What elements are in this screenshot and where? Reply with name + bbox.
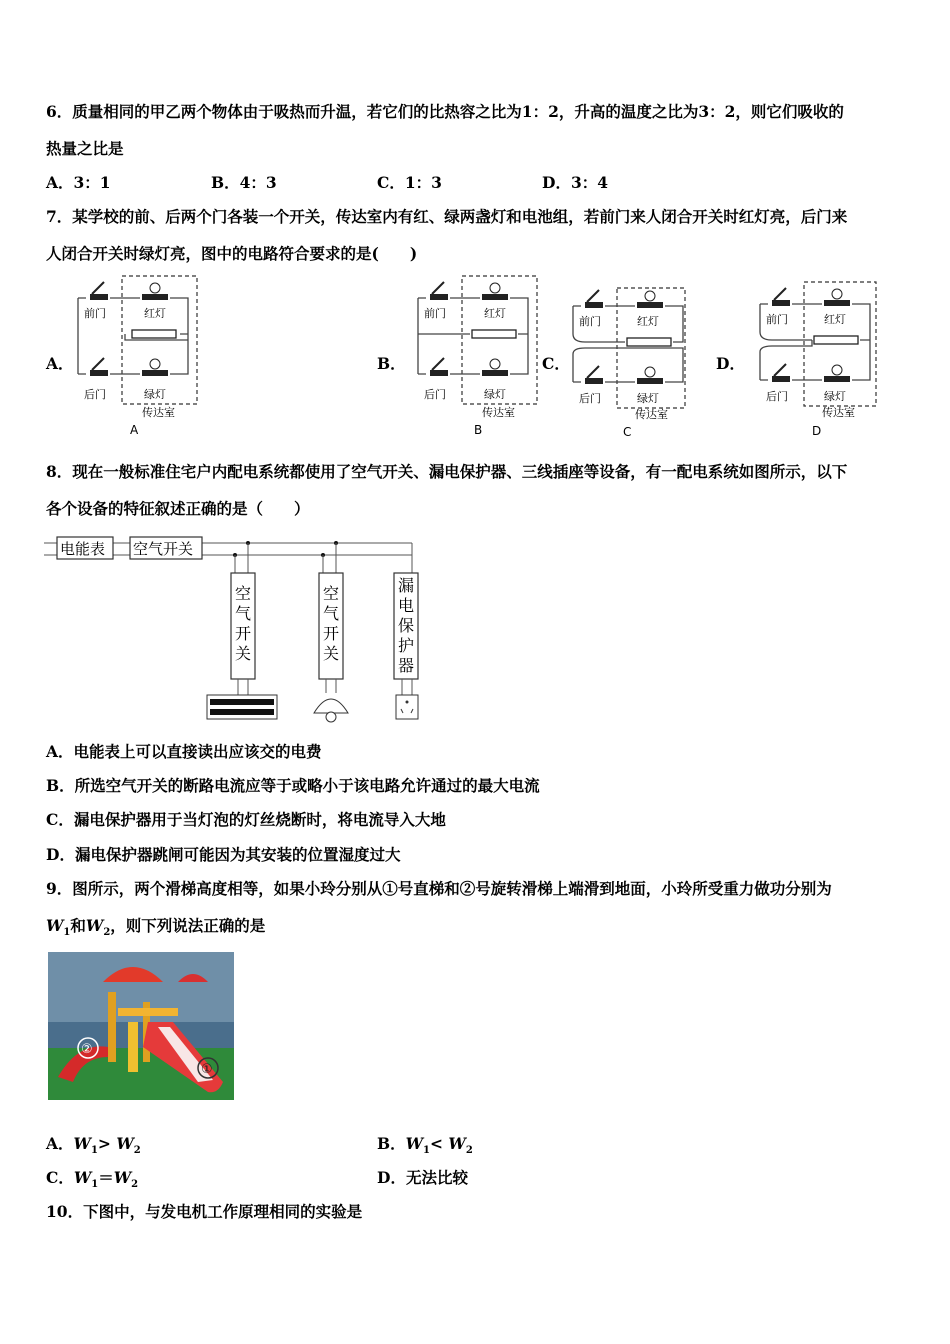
q6-stem-line1: 6．质量相同的甲乙两个物体由于吸热而升温，若它们的比热容之比为1：2，升高的温度之比为3：2，则它们吸收的 bbox=[46, 102, 844, 121]
q10-stem: 10．下图中，与发电机工作原理相同的实验是 bbox=[46, 1202, 363, 1221]
q9-c-rhs: W bbox=[113, 1168, 132, 1187]
q7-option-a-label: A． bbox=[46, 354, 74, 373]
slide-label-1: ① bbox=[201, 1062, 213, 1077]
branch3-char4: 护 bbox=[398, 636, 415, 655]
q6-stem-line2: 热量之比是 bbox=[46, 139, 124, 158]
q9-b-lhs: W bbox=[405, 1134, 424, 1153]
caption-d: D bbox=[812, 424, 822, 438]
q7-stem-line1: 7．某学校的前、后两个门各装一个开关，传达室内有红、绿两盏灯和电池组，若前门来人闭合开关时红灯亮，后门来 bbox=[46, 207, 848, 226]
q8-option-b: B．所选空气开关的断路电流应等于或略小于该电路允许通过的最大电流 bbox=[46, 776, 540, 795]
branch1-char3: 开 bbox=[235, 624, 252, 643]
q9-c-operator: ＝ bbox=[98, 1168, 114, 1187]
q6-option-c: C．1：3 bbox=[377, 173, 442, 192]
w1-symbol: W bbox=[46, 916, 64, 935]
back-door-label: 后门 bbox=[424, 388, 446, 401]
q8-stem-line1: 8．现在一般标准住宅户内配电系统都使用了空气开关、漏电保护器、三线插座等设备，有一配电系统如图所示，以下 bbox=[46, 462, 848, 481]
green-light-label: 绿灯 bbox=[824, 390, 846, 403]
socket-icon bbox=[396, 695, 418, 719]
q6-option-a: A．3：1 bbox=[46, 173, 111, 192]
lamp-icon bbox=[314, 699, 348, 722]
slide-label-2: ② bbox=[81, 1042, 93, 1057]
front-door-label: 前门 bbox=[424, 307, 446, 320]
branch2-char2: 气 bbox=[323, 604, 340, 623]
q9-stem-rest: ，则下列说法正确的是 bbox=[110, 916, 266, 935]
circuit-diagram-c bbox=[565, 282, 700, 442]
q9-c-lhs-sub: 1 bbox=[91, 1179, 99, 1191]
q9-c-lhs: W bbox=[73, 1168, 92, 1187]
q9-a-rhs: W bbox=[116, 1134, 134, 1153]
q9-b-lhs-sub: 1 bbox=[423, 1145, 430, 1157]
room-label: 传达室 bbox=[635, 408, 668, 421]
green-light-label: 绿灯 bbox=[484, 388, 506, 401]
main-switch-label: 空气开关 bbox=[133, 540, 194, 558]
q8-option-c: C．漏电保护器用于当灯泡的灯丝烧断时，将电流导入大地 bbox=[46, 810, 446, 829]
room-label: 传达室 bbox=[822, 406, 855, 419]
back-door-label: 后门 bbox=[766, 390, 788, 403]
q9-b-rhs-sub: 2 bbox=[465, 1145, 473, 1157]
q9-a-operator: > bbox=[97, 1134, 117, 1153]
red-light-label: 红灯 bbox=[144, 307, 166, 320]
branch3-char1: 漏 bbox=[398, 576, 415, 595]
branch3-char3: 保 bbox=[398, 616, 415, 635]
back-door-label: 后门 bbox=[579, 392, 601, 405]
red-light-label: 红灯 bbox=[637, 315, 659, 328]
circuit-diagram-b bbox=[410, 274, 545, 437]
q9-option-c bbox=[46, 1168, 138, 1195]
q9-option-b bbox=[377, 1134, 473, 1161]
q9-a-rhs-sub: 2 bbox=[133, 1145, 141, 1157]
q9-b-rhs: W bbox=[448, 1134, 466, 1153]
branch1-char2: 气 bbox=[235, 604, 252, 623]
branch2-char4: 关 bbox=[323, 644, 340, 663]
q9-a-lhs-sub: 1 bbox=[90, 1145, 98, 1157]
green-light-label: 绿灯 bbox=[144, 388, 166, 401]
caption-c: C bbox=[623, 425, 632, 439]
q9-b-operator: < bbox=[430, 1134, 449, 1153]
q6-option-b: B．4：3 bbox=[211, 173, 277, 192]
q9-and: 和 bbox=[70, 916, 86, 935]
branch2-char3: 开 bbox=[323, 624, 340, 643]
front-door-label: 前门 bbox=[766, 313, 788, 326]
branch3-char5: 器 bbox=[398, 656, 415, 675]
q6-option-d: D．3：4 bbox=[542, 173, 609, 192]
room-label: 传达室 bbox=[142, 406, 175, 419]
appliance-icon bbox=[207, 695, 277, 719]
branch3-char2: 电 bbox=[398, 596, 415, 615]
q9-d-text: 无法比较 bbox=[405, 1168, 468, 1187]
w1-subscript: 1 bbox=[63, 927, 71, 939]
q7-stem-line2: 人闭合开关时绿灯亮，图中的电路符合要求的是( ) bbox=[46, 244, 418, 263]
q9-stem-line1: 9．图所示，两个滑梯高度相等，如果小玲分别从①号直梯和②号旋转滑梯上端滑到地面，小玲所受重力做功分别为 bbox=[46, 879, 832, 898]
q7-option-c-label: C． bbox=[542, 354, 570, 373]
caption-b: B bbox=[474, 423, 483, 437]
q9-option-d bbox=[377, 1168, 468, 1188]
circuit-diagram-d bbox=[752, 280, 887, 440]
q9-b-prefix: B． bbox=[377, 1134, 406, 1153]
front-door-label: 前门 bbox=[84, 307, 106, 320]
branch1-char1: 空 bbox=[235, 584, 252, 603]
red-light-label: 红灯 bbox=[824, 313, 846, 326]
q7-option-d-label: D． bbox=[716, 354, 745, 373]
q7-option-b-label: B． bbox=[377, 354, 406, 373]
w2-symbol: W bbox=[85, 916, 104, 935]
room-label: 传达室 bbox=[482, 406, 515, 419]
distribution-system-diagram bbox=[44, 535, 434, 725]
q8-stem-line2: 各个设备的特征叙述正确的是（ ） bbox=[46, 499, 310, 518]
caption-a: A bbox=[130, 423, 139, 437]
circuit-diagram-a bbox=[70, 274, 205, 437]
q9-a-lhs: W bbox=[73, 1134, 91, 1153]
q9-c-rhs-sub: 2 bbox=[131, 1179, 139, 1191]
q9-a-prefix: A． bbox=[46, 1134, 74, 1153]
front-door-label: 前门 bbox=[579, 315, 601, 328]
q8-option-a: A．电能表上可以直接读出应该交的电费 bbox=[46, 742, 322, 761]
q9-stem-line2 bbox=[46, 916, 265, 943]
branch2-char1: 空 bbox=[323, 584, 340, 603]
red-light-label: 红灯 bbox=[484, 307, 506, 320]
q9-d-prefix: D． bbox=[377, 1168, 406, 1187]
green-light-label: 绿灯 bbox=[637, 392, 659, 405]
q9-option-a bbox=[46, 1134, 141, 1161]
w2-subscript: 2 bbox=[103, 927, 111, 939]
q8-option-d: D．漏电保护器跳闸可能因为其安装的位置湿度过大 bbox=[46, 845, 401, 864]
back-door-label: 后门 bbox=[84, 388, 106, 401]
branch1-char4: 关 bbox=[235, 644, 252, 663]
q9-c-prefix: C． bbox=[46, 1168, 74, 1187]
meter-label: 电能表 bbox=[60, 540, 106, 558]
slide-photo bbox=[48, 952, 234, 1100]
